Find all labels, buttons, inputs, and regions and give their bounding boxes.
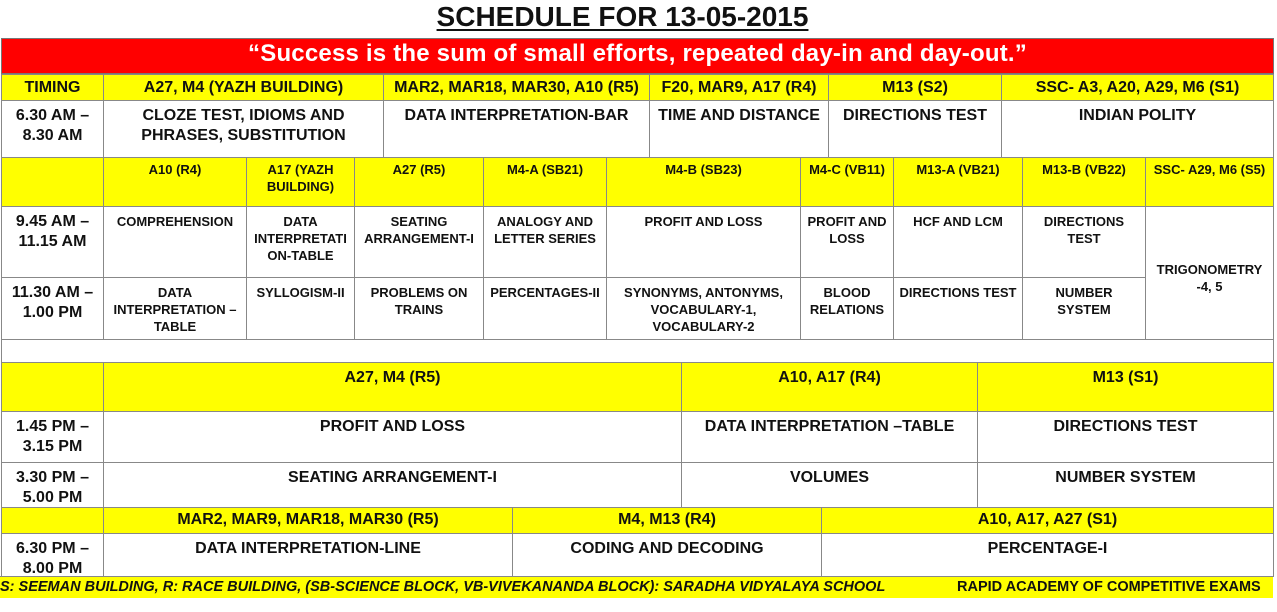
group-header: SSC- A29, M6 (S5): [1145, 157, 1274, 207]
footer-legend-bar: [0, 576, 1273, 598]
group-header: M4-C (VB11): [800, 157, 894, 207]
subject-cell: PROFIT AND LOSS: [606, 206, 801, 278]
group-header: M4-A (SB21): [483, 157, 607, 207]
time-slot: 11.30 AM – 1.00 PM: [1, 277, 104, 340]
subject-cell: DATA INTERPRETATION – TABLE: [103, 277, 247, 340]
spacer-row: [1, 339, 1274, 363]
group-header: M4-B (SB23): [606, 157, 801, 207]
subject-cell: SYLLOGISM-II: [246, 277, 355, 340]
time-header-blank: [1, 362, 104, 412]
subject-cell: PROBLEMS ON TRAINS: [354, 277, 484, 340]
group-header: A27 (R5): [354, 157, 484, 207]
subject-cell: TIME AND DISTANCE: [649, 100, 829, 158]
group-header: M13 (S1): [977, 362, 1274, 412]
group-header: M4, M13 (R4): [512, 507, 822, 534]
group-header: M13-B (VB22): [1022, 157, 1146, 207]
time-header-blank: [1, 507, 104, 534]
subject-cell: CODING AND DECODING: [512, 533, 822, 577]
subject-cell: HCF AND LCM: [893, 206, 1023, 278]
group-header: A27, M4 (R5): [103, 362, 682, 412]
subject-cell: PROFIT AND LOSS: [800, 206, 894, 278]
time-slot: 9.45 AM – 11.15 AM: [1, 206, 104, 278]
subject-cell: SEATING ARRANGEMENT-I: [103, 462, 682, 508]
group-header: A10, A17 (R4): [681, 362, 978, 412]
building-legend: S: SEEMAN BUILDING, R: RACE BUILDING, (SB-SCIENCE BLOCK, VB-VIVEKANANDA BLOCK): SARADHA VIDYALAYA SCHOOL: [0, 579, 886, 595]
subject-cell: DATA INTERPRETATION –TABLE: [681, 411, 978, 463]
group-header: SSC- A3, A20, A29, M6 (S1): [1001, 74, 1274, 101]
timing-header: TIMING: [1, 74, 104, 101]
subject-cell: NUMBER SYSTEM: [977, 462, 1274, 508]
group-header: A10 (R4): [103, 157, 247, 207]
group-header: A27, M4 (YAZH BUILDING): [103, 74, 384, 101]
subject-cell: DIRECTIONS TEST: [893, 277, 1023, 340]
academy-name: RAPID ACADEMY OF COMPETITIVE EXAMS: [957, 579, 1261, 595]
subject-cell: DATA INTERPRETATI ON-TABLE: [246, 206, 355, 278]
group-header: MAR2, MAR9, MAR18, MAR30 (R5): [103, 507, 513, 534]
subject-cell: DIRECTIONS TEST: [977, 411, 1274, 463]
subject-cell: SEATING ARRANGEMENT-I: [354, 206, 484, 278]
subject-cell: ANALOGY AND LETTER SERIES: [483, 206, 607, 278]
subject-cell: PROFIT AND LOSS: [103, 411, 682, 463]
subject-cell: SYNONYMS, ANTONYMS, VOCABULARY-1, VOCABULARY-2: [606, 277, 801, 340]
group-header: MAR2, MAR18, MAR30, A10 (R5): [383, 74, 650, 101]
page-title: SCHEDULE FOR 13-05-2015: [436, 1, 809, 32]
group-header: M13 (S2): [828, 74, 1002, 101]
group-header: A17 (YAZH BUILDING): [246, 157, 355, 207]
group-header: A10, A17, A27 (S1): [821, 507, 1274, 534]
time-slot: 3.30 PM – 5.00 PM: [1, 462, 104, 508]
subject-cell: VOLUMES: [681, 462, 978, 508]
time-slot: 1.45 PM – 3.15 PM: [1, 411, 104, 463]
group-header: M13-A (VB21): [893, 157, 1023, 207]
subject-cell: DIRECTIONS TEST: [1022, 206, 1146, 278]
time-slot: 6.30 PM – 8.00 PM: [1, 533, 104, 577]
motivational-quote: “Success is the sum of small efforts, repeated day-in and day-out.”: [1, 38, 1274, 74]
subject-cell: CLOZE TEST, IDIOMS AND PHRASES, SUBSTITUTION: [103, 100, 384, 158]
subject-cell: DATA INTERPRETATION-LINE: [103, 533, 513, 577]
subject-cell: DIRECTIONS TEST: [828, 100, 1002, 158]
subject-cell: COMPREHENSION: [103, 206, 247, 278]
group-header: F20, MAR9, A17 (R4): [649, 74, 829, 101]
subject-cell: INDIAN POLITY: [1001, 100, 1274, 158]
subject-cell-ssc: TRIGONOMETRY -4, 5: [1145, 206, 1274, 340]
subject-cell: NUMBER SYSTEM: [1022, 277, 1146, 340]
subject-cell: BLOOD RELATIONS: [800, 277, 894, 340]
subject-cell: PERCENTAGE-I: [821, 533, 1274, 577]
subject-cell: DATA INTERPRETATION-BAR: [383, 100, 650, 158]
subject-cell: PERCENTAGES-II: [483, 277, 607, 340]
time-header-blank: [1, 157, 104, 207]
time-slot: 6.30 AM – 8.30 AM: [1, 100, 104, 158]
